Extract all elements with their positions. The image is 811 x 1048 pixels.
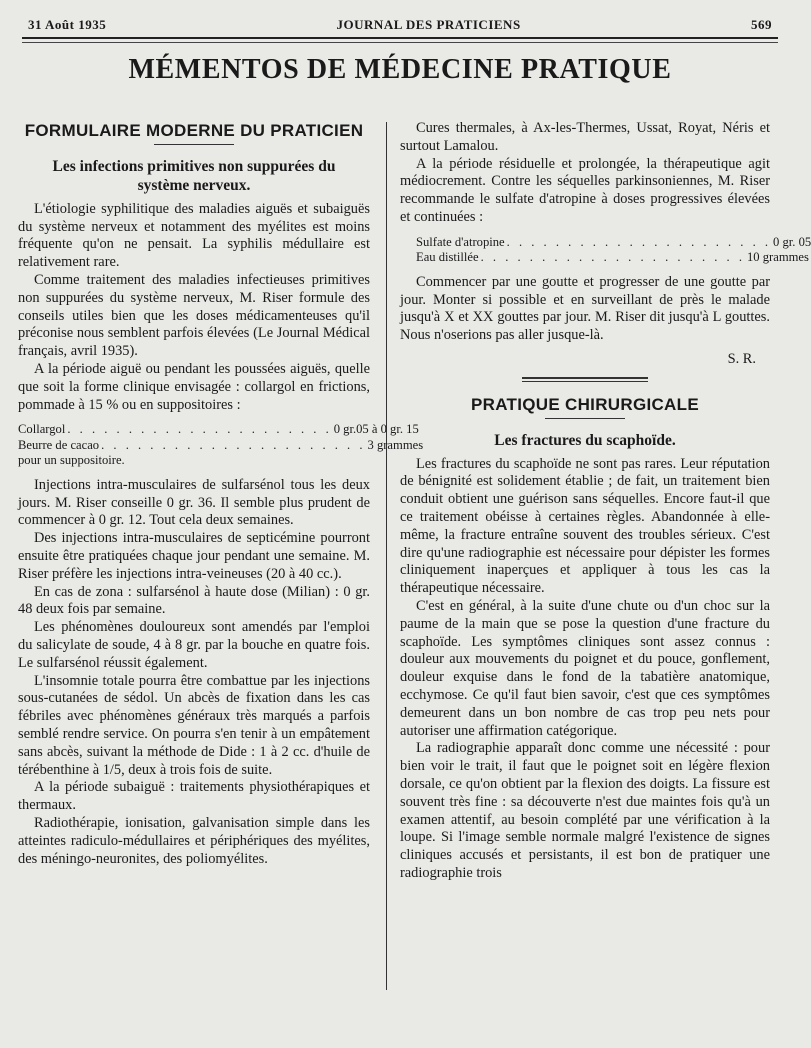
paragraph: Les fractures du scaphoïde ne sont pas rares. Leur réputation de bénignité est solidement établie ; de fait, un traitement bien conduit obtient une guérison sans séquelles. Encore faut-il que ce traitement obéisse à certaines règles. Abandonnée à elle-même, la fracture entraîne souvent des troubles sérieux. C'est dire qu'une radiographie est nécessaire pour dépister les formes cliniquement inaperçues et appliquer à tous les cas la thérapeutique nécessaire.	[400, 455, 770, 597]
formula-row	[416, 234, 811, 251]
formula-quantity: 0 gr.05 à 0 gr. 15	[333, 422, 419, 437]
formula-ingredient: Collargol	[18, 422, 66, 437]
leader-dots: . . . . . . . . . . . . . . . . . . . . . .	[101, 437, 366, 452]
paragraph: L'insomnie totale pourra être combattue par les injections sous-cutanées de sédol. Un abcès de fixation dans les cas fébriles avec phénomènes généraux très marqués a parfois semblé rendre service. On pourra s'en tenir à un empâtement sans abcès, suivant la méthode de Dide : 1 à 2 cc. d'huile de térébenthine à 1/5, deux à trois fois de suite.	[18, 672, 370, 778]
paragraph: C'est en général, à la suite d'une chute ou d'un choc sur la paume de la main que se pose la question d'une fracture du scaphoïde. Les symptômes cliniques sont assez connus : douleur aux mouvements du poignet et du pouce, gonflement, douleur exquise dans le fond de la tabatière anatomique, ecchymose. Ce qu'il faut bien savoir, c'est que ces symptômes demeurent dans un bon nombre de cas trop peu nets pour autoriser une affirmation catégorique.	[400, 597, 770, 739]
column-divider	[386, 122, 387, 990]
article-title-infections: Les infections primitives non suppurées du système nerveux.	[52, 157, 336, 194]
formula-ingredient: Beurre de cacao	[18, 437, 100, 452]
paragraph: Injections intra-musculaires de sulfarsénol tous les deux jours. M. Riser conseille 0 gr. 36. Il semble plus prudent de commencer à 0 gr. 12. Tout cela deux semaines.	[18, 476, 370, 529]
leader-dots: . . . . . . . . . . . . . . . . . . . . . .	[506, 234, 772, 249]
page-title: MÉMENTOS DE MÉDECINE PRATIQUE	[128, 54, 672, 85]
paragraph: Cures thermales, à Ax-les-Thermes, Ussat, Royat, Néris et surtout Lamalou.	[400, 120, 770, 154]
header-rule-thin	[22, 42, 778, 43]
leader-dots: . . . . . . . . . . . . . . . . . . . . . .	[480, 250, 745, 265]
formula-quantity: 3 grammes	[367, 437, 424, 452]
paragraph: Commencer par une goutte et progresser de une goutte par jour. Monter si possible et en surveillant de près le malade jusqu'à X et XX gouttes par jour. M. Riser dit jusqu'à L gouttes. Nous n'oserions pas aller jusque-là.	[400, 273, 770, 344]
prescription-formula	[18, 422, 424, 469]
formula-quantity: 0 gr. 05	[773, 234, 811, 249]
paragraph: Des injections intra-musculaires de septicémine pourront ensuite être pratiquées chaque jour pendant une semaine. M. Riser préfère les injections intra-veineuses (20 à 40 cc.).	[18, 530, 370, 582]
formula-row	[18, 422, 419, 438]
leader-dots: . . . . . . . . . . . . . . . . . . . . . .	[67, 422, 332, 437]
paragraph: Radiothérapie, ionisation, galvanisation simple dans les atteintes radiculo-médullaires et périphériques des myélites, des méningo-neuronites, des poliomyélites.	[18, 815, 370, 867]
header-rule	[22, 37, 778, 39]
author-signature: S. R.	[727, 350, 756, 367]
paragraph: A la période aiguë ou pendant les poussées aiguës, quelle que soit la forme clinique envisagée : collargol en frictions, pommade à 15 % ou en suppositoires :	[18, 360, 370, 413]
formula-ingredient: Eau distillée	[416, 250, 479, 265]
issue-date: 31 Août 1935	[28, 17, 107, 32]
paragraph: A la période résiduelle et prolongée, la thérapeutique agit médiocrement. Contre les séquelles parkinsoniennes, M. Riser recommande le sulfate d'atropine à doses progressives élevées et continuées :	[400, 155, 770, 225]
paragraph: Les phénomènes douloureux sont amendés par l'emploi du salicylate de soude, 4 à 8 gr. par la bouche en quatre fois. Le sulfarsénol réussit également.	[18, 619, 370, 671]
section-title-chirurgicale: PRATIQUE CHIRURGICALE	[471, 394, 699, 414]
paragraph: En cas de zona : sulfarsénol à haute dose (Milian) : 0 gr. 48 deux fois par semaine.	[18, 583, 370, 618]
journal-name: JOURNAL DES PRATICIENS	[336, 17, 521, 32]
left-column	[18, 120, 424, 868]
paragraph: La radiographie apparaît donc comme une nécessité : pour bien voir le trait, il faut que le poignet soit en légère flexion dorsale, ce qu'on obtient par la flexion des doigts. La fissure est souvent très fine : sa découverte n'est due maintes fois qu'à un examen attentif, au besoin complété par une vérification à la loupe. Si l'image semble normale malgré l'existence de signes cliniques accusés et persistants, il est bon de pratiquer une radiographie trois	[400, 740, 770, 881]
running-head	[28, 14, 772, 36]
section-title-formulaire: FORMULAIRE MODERNE DU PRATICIEN	[24, 121, 364, 140]
formula-quantity: 10 grammes	[747, 250, 809, 265]
section-rule	[545, 418, 625, 419]
formula-row	[416, 250, 809, 266]
paragraph: Comme traitement des maladies infectieuses primitives non suppurées du système nerveux, M. Riser formule des conseils utiles bien que les doses médicamenteuses qu'il préconise nous semblent parfois élevées (Le Journal Médical français, avril 1935).	[18, 271, 370, 360]
article-title-scaphoide: Les fractures du scaphoïde.	[494, 431, 676, 449]
section-separator	[522, 377, 648, 382]
page-number: 569	[751, 17, 772, 32]
prescription-formula	[416, 234, 811, 266]
right-column	[400, 120, 811, 883]
section-rule	[154, 144, 234, 145]
formula-ingredient: Sulfate d'atropine	[416, 234, 505, 249]
formula-note: pour un suppositoire.	[18, 453, 125, 468]
formula-row	[18, 437, 424, 454]
paragraph: L'étiologie syphilitique des maladies aiguës et subaiguës du système nerveux et notamment des myélites est moins fréquente qu'on ne pensait. La syphilis médullaire est relativement rare.	[18, 200, 370, 271]
paragraph: A la période subaiguë : traitements physiothérapiques et thermaux.	[18, 779, 370, 814]
